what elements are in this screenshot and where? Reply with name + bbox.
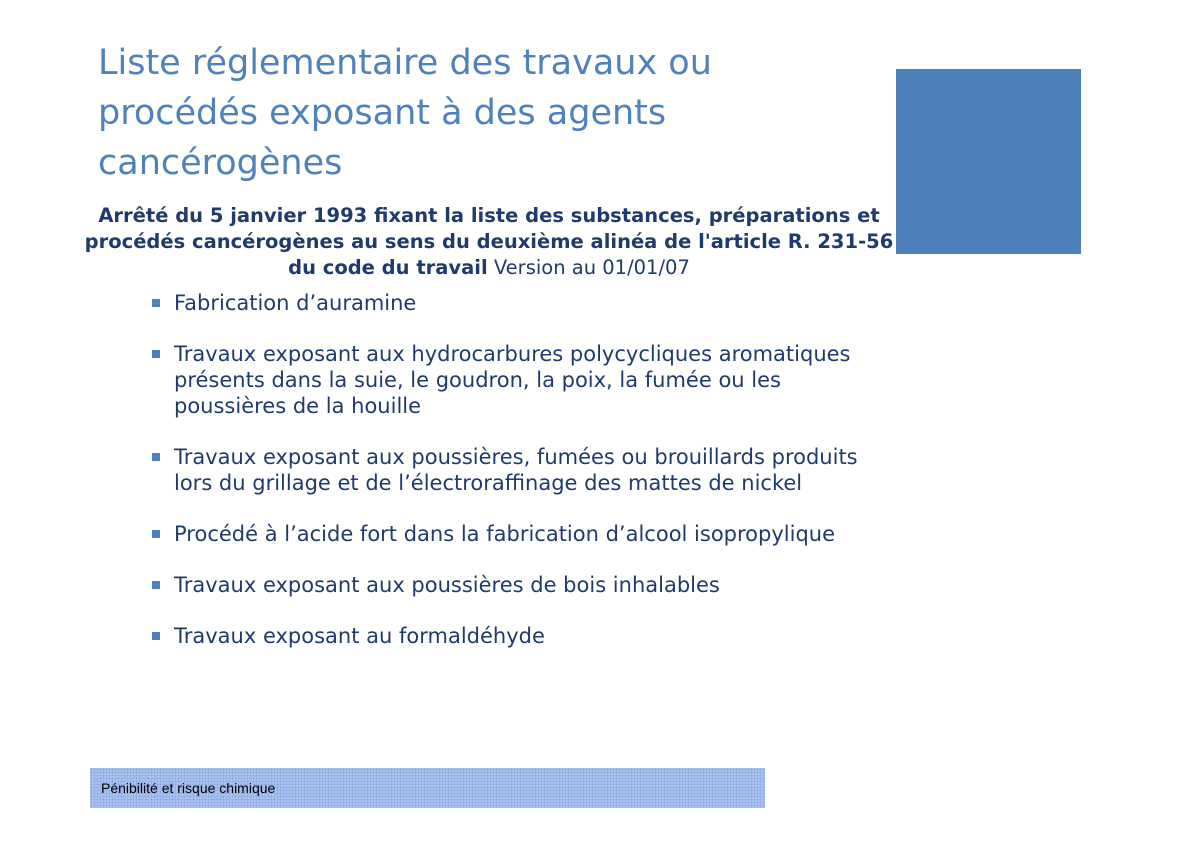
- list-item-text: Travaux exposant aux poussières, fumées ou brouillards produits lors du grillage et de l’électroraffinage des mattes de nickel: [174, 445, 858, 495]
- list-item-text: Travaux exposant aux poussières de bois inhalables: [174, 573, 720, 597]
- footer-bar: [90, 768, 765, 808]
- subtitle: [84, 203, 894, 281]
- footer-label: Pénibilité et risque chimique: [101, 780, 276, 796]
- list-item: [150, 572, 870, 598]
- square-bullet-icon: [152, 530, 160, 538]
- square-bullet-icon: [152, 632, 160, 640]
- subtitle-decree: Arrêté du 5 janvier 1993 fixant la liste des substances, préparations et procédés cancérogènes au sens du deuxième alinéa de l'article R. 231-56 du code du travail: [84, 204, 894, 279]
- accent-square: [896, 69, 1081, 254]
- list-item-text: Procédé à l’acide fort dans la fabrication d’alcool isopropylique: [174, 522, 836, 546]
- square-bullet-icon: [152, 299, 160, 307]
- list-item: [150, 341, 870, 419]
- subtitle-version: Version au 01/01/07: [493, 256, 690, 279]
- list-item: [150, 521, 870, 547]
- bullet-list: [150, 290, 870, 674]
- list-item: [150, 290, 870, 316]
- list-item-text: Fabrication d’auramine: [174, 291, 417, 315]
- list-item: [150, 623, 870, 649]
- square-bullet-icon: [152, 350, 160, 358]
- list-item-text: Travaux exposant au formaldéhyde: [174, 624, 545, 648]
- square-bullet-icon: [152, 453, 160, 461]
- square-bullet-icon: [152, 581, 160, 589]
- list-item: [150, 444, 870, 496]
- slide-title: Liste réglementaire des travaux ou procédés exposant à des agents cancérogènes: [98, 43, 712, 183]
- list-item-text: Travaux exposant aux hydrocarbures polycycliques aromatiques présents dans la suie, le goudron, la poix, la fumée ou les poussières de la houille: [174, 342, 851, 418]
